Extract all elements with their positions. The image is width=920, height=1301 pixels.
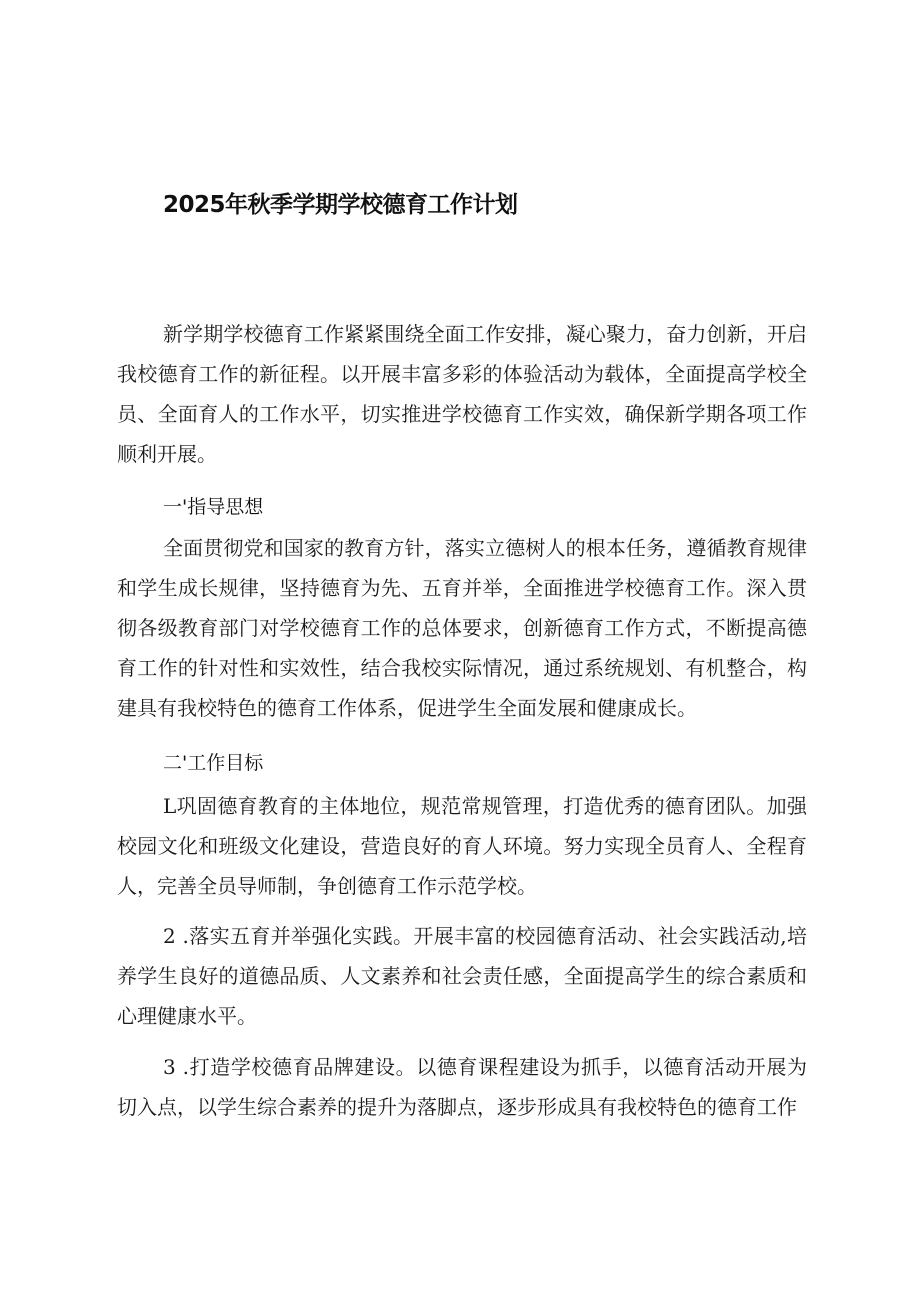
goal-item-2: 2 .落实五育并举强化实践。开展丰富的校园德育活动、社会实践活动,培养学生良好的道德品质、人文素养和社会责任感，全面提高学生的综合素质和心理健康水平。	[117, 924, 807, 1028]
intro-paragraph-block	[117, 314, 807, 474]
goal-item-block	[117, 786, 807, 906]
section-heading-work-goals: 二'工作目标	[163, 752, 264, 774]
guiding-ideology-block	[117, 528, 807, 728]
intro-paragraph: 新学期学校德育工作紧紧围绕全面工作安排，凝心聚力，奋力创新，开启我校德育工作的新征程。以开展丰富多彩的体验活动为载体，全面提高学校全员、全面育人的工作水平，切实推进学校德育工作实效，确保新学期各项工作顺利开展。	[117, 322, 807, 466]
goal-item-block	[117, 1047, 807, 1127]
goal-item-3: 3 .打造学校德育品牌建设。以德育课程建设为抓手，以德育活动开展为切入点，以学生综合素养的提升为落脚点，逐步形成具有我校特色的德育工作	[117, 1055, 807, 1119]
guiding-ideology-paragraph: 全面贯彻党和国家的教育方针，落实立德树人的根本任务，遵循教育规律和学生成长规律，坚持德育为先、五育并举，全面推进学校德育工作。深入贯彻各级教育部门对学校德育工作的总体要求，创新德育工作方式，不断提高德育工作的针对性和实效性，结合我校实际情况，通过系统规划、有机整合，构建具有我校特色的德育工作体系，促进学生全面发展和健康成长。	[117, 536, 807, 720]
goal-item-1: L巩固德育教育的主体地位，规范常规管理，打造优秀的德育团队。加强校园文化和班级文化建设，营造良好的育人环境。努力实现全员育人、全程育人，完善全员导师制，争创德育工作示范学校。	[117, 794, 807, 898]
section-heading-guiding-ideology: 一'指导思想	[163, 496, 264, 518]
document-title: 2025年秋季学期学校德育工作计划	[163, 192, 518, 218]
goal-item-block	[117, 916, 807, 1036]
